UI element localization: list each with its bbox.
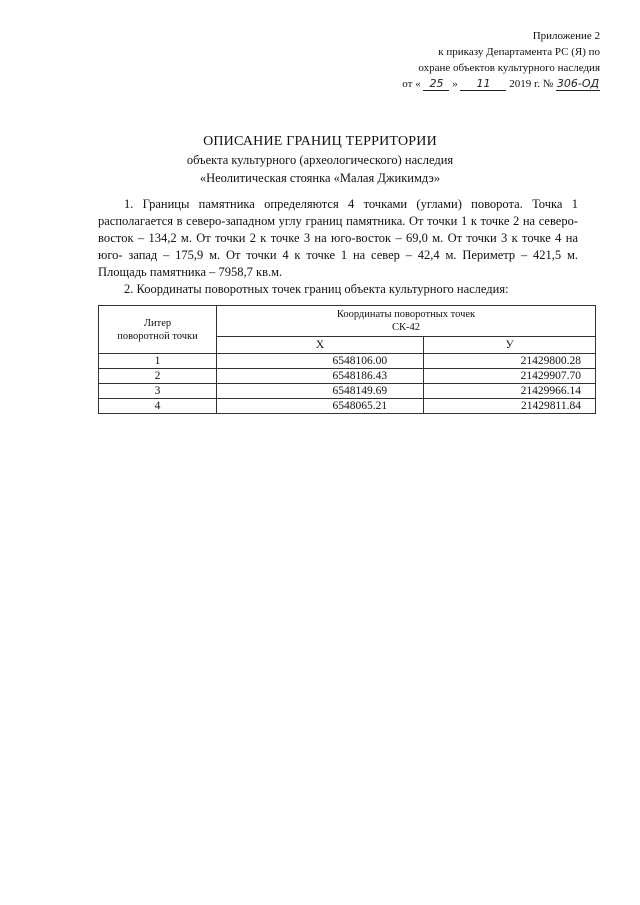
handwritten-month: 11 (460, 77, 506, 91)
table-row (99, 384, 596, 399)
table-row (99, 399, 596, 414)
coordinates-table (98, 305, 596, 414)
table-row (99, 369, 596, 384)
x-cell: 6548065.21 (217, 399, 424, 414)
point-cell: 4 (99, 399, 217, 414)
header-x: X (217, 337, 424, 354)
point-cell: 3 (99, 384, 217, 399)
date-separator: » (452, 78, 458, 90)
point-cell: 1 (99, 354, 217, 369)
header-coordinates-line-1: Координаты поворотных точек (336, 309, 476, 320)
header-coordinates-line-2: СК-42 (391, 322, 420, 333)
appendix-line-2: к приказу Департамента РС (Я) по (438, 46, 600, 58)
document-subtitle-object: объекта культурного (археологического) наследия (186, 153, 454, 167)
handwritten-order-number: 306-ОД (556, 77, 600, 90)
year-and-number-label: 2019 г. № (509, 78, 554, 90)
x-cell: 6548186.43 (217, 369, 424, 384)
appendix-date-line (402, 76, 600, 92)
x-cell: 6548149.69 (217, 384, 424, 399)
y-cell: 21429800.28 (424, 354, 596, 369)
table-row (99, 354, 596, 369)
document-subtitle-name: «Неолитическая стоянка «Малая Джикимдэ» (199, 171, 441, 185)
appendix-line-1: Приложение 2 (532, 30, 600, 42)
date-prefix: от « (402, 78, 421, 90)
y-cell: 21429811.84 (424, 399, 596, 414)
point-cell: 2 (99, 369, 217, 384)
header-y: У (424, 337, 596, 354)
header-point-line-2: поворотной точки (117, 330, 198, 342)
table-header-row (99, 306, 596, 337)
x-cell: 6548106.00 (217, 354, 424, 369)
handwritten-day: 25 (423, 77, 449, 91)
appendix-line-3: охране объектов культурного наследия (418, 62, 600, 74)
y-cell: 21429907.70 (424, 369, 596, 384)
paragraph-coordinates-intro: 2. Координаты поворотных точек границ объекта культурного наследия: (124, 282, 509, 296)
paragraph-boundaries: 1. Границы памятника определяются 4 точками (углами) поворота. Точка 1 располагается в северо-западном углу границ памятника. От точки 1 к точке 2 на северо- восток – 134,2 м. От точки 2 к точке 3 на юго-восток – 69,0 м. От точки 3 к точке 4 на юго- запад – 175,9 м. От точки 4 к точке 1 на север – 42,4 м. Периметр – 421,5 м. Площадь памятника – 7958,7 кв.м. (98, 197, 578, 279)
document-body (98, 196, 578, 298)
y-cell: 21429966.14 (424, 384, 596, 399)
header-point-line-1: Литер (143, 317, 172, 329)
header-coordinates (217, 306, 596, 337)
header-point-letter (99, 306, 217, 354)
appendix-header (402, 28, 600, 92)
document-title: ОПИСАНИЕ ГРАНИЦ ТЕРРИТОРИИ (203, 134, 437, 149)
